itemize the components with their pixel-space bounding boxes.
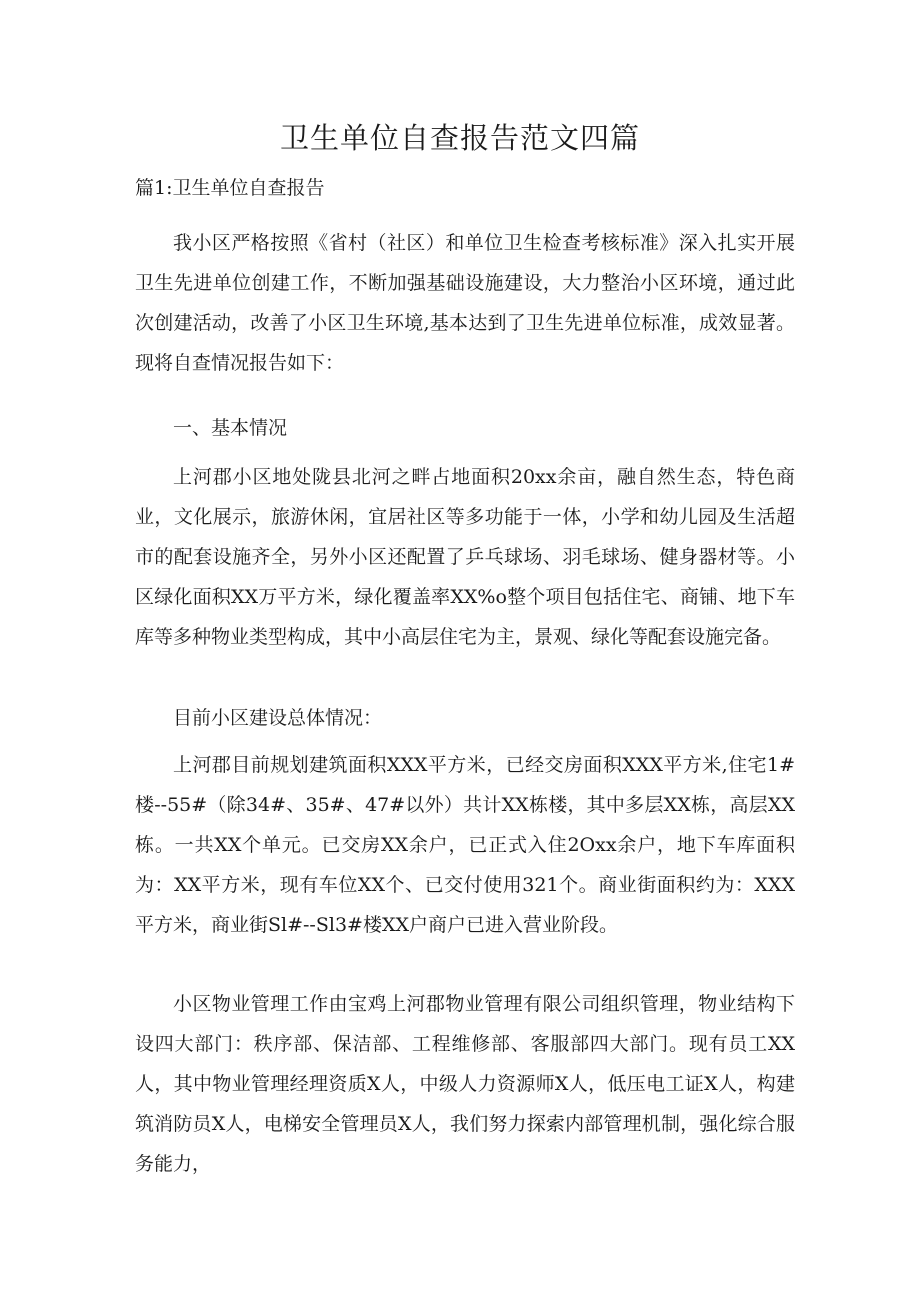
heading-basic-situation: 一、基本情况 <box>173 417 288 439</box>
section-title: 篇1:卫生单位自查报告 <box>135 177 325 199</box>
paragraph-construction-details: 上河郡目前规划建筑面积XXX平方米，已经交房面积XXX平方米,住宅1#楼--55#（除34#、35#、47#以外）共计XX栋楼，其中多层XX栋，高层XX栋。一共XX个单元。已交房XX余户，已正式入住2Oxx余户，地下车库面积为：XX平方米，现有车位XX个、已交付使用321个。商业街面积约为：XXX平方米，商业街Sl#--Sl3#楼XX户商户已进入营业阶段。 <box>135 754 795 936</box>
intro-paragraph: 我小区严格按照《省村（社区）和单位卫生检查考核标准》深入扎实开展卫生先进单位创建工作，不断加强基础设施建设，大力整治小区环境，通过此次创建活动，改善了小区卫生环境,基本达到了卫生先进单位标准，成效显著。现将自查情况报告如下： <box>135 232 795 374</box>
document-title: 卫生单位自查报告范文四篇 <box>279 121 640 155</box>
paragraph-community-overview: 上河郡小区地处陇县北河之畔占地面积20xx余亩，融自然生态，特色商业，文化展示，旅游休闲，宜居社区等多功能于一体，小学和幼儿园及生活超市的配套设施齐全，另外小区还配置了乒乓球场、羽毛球场、健身器材等。小区绿化面积XX万平方米，绿化覆盖率XX%o整个项目包括住宅、商铺、地下车库等多种物业类型构成，其中小高层住宅为主，景观、绿化等配套设施完备。 <box>135 466 795 648</box>
heading-construction-status: 目前小区建设总体情况： <box>173 707 383 729</box>
paragraph-property-management: 小区物业管理工作由宝鸡上河郡物业管理有限公司组织管理，物业结构下设四大部门：秩序部、保洁部、工程维修部、客服部四大部门。现有员工XX人，其中物业管理经理资质X人，中级人力资源师X人，低压电工证X人，构建筑消防员X人，电梯安全管理员X人，我们努力探索内部管理机制，强化综合服务能力， <box>135 993 795 1175</box>
